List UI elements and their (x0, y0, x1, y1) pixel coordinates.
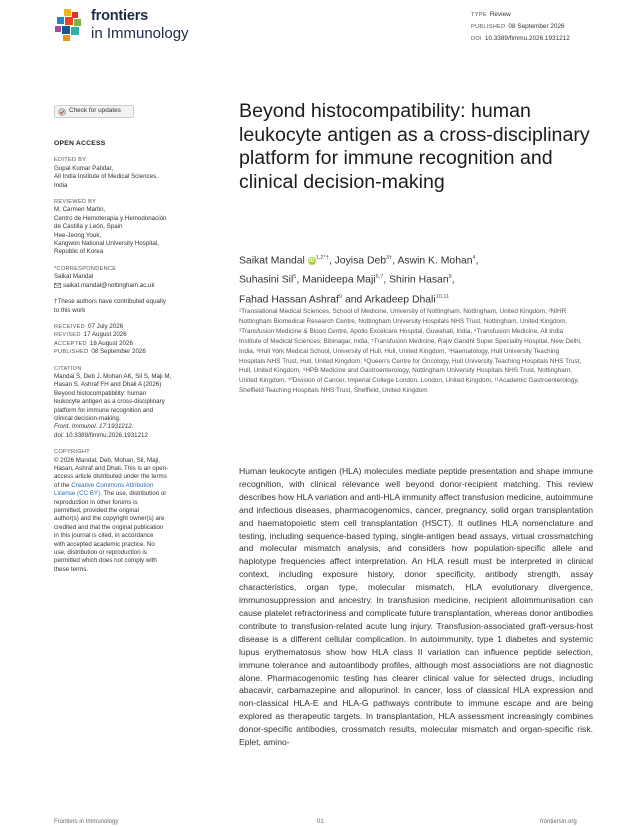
footer-journal: Frontiers in Immunology (54, 819, 119, 825)
date-received: RECEIVED 07 July 2026 (54, 322, 124, 330)
abstract: Human leukocyte antigen (HLA) molecules mediate peptide presentation and shape immune recognition, with clinical relevance well beyond donor-recipient matching. This review describes how HLA variation and anti-HLA immunity affect transfusion medicine, autoimmune and infectious diseases, pharmacogenomics, cancer, pregnancy, solid organ transplantation and haematopoietic stem cell transplantation (HSCT). It outlines HLA nomenclature and testing, including sequence-based typing, single-antigen bead assays, virtual crossmatching and molecular mismatch analysis, and considers how population-specific allele and haplotype frequencies affect interpretation. An HLA result must be interpreted in clinical context, including exposure history, donor specificity, antibody strength, assay characteristics, organ type, molecular mismatch, HLA evolutionary divergence, immunosuppression and ancestry. In transfusion medicine, recipient alloimmunisation can cause platelet refractoriness and complicate future transplantation, whereas donor antibodies contribute to transfusion-related acute lung injury. Transfusion-associated graft-versus-host disease is a different cellular complication. In autoimmunity, type 1 diabetes and systemic lupus erythematosus show how HLA class II variation can influence peptide selection, immune tolerance and autoantibody profiles, although most associations are not diagnostic alone. Pharmacogenomic testing has clearer clinical value for selected drugs, including abacavir, carbamazepine and allopurinol. In cancer, loss of classical HLA expression and non-classical HLA-E and HLA-G pathways contribute to immune escape and are being explored as therapeutic targets. In transplantation, HLA assessment increasingly combines donor-specific antibodies, crossmatch results, molecular mismatch and organ-specific risk. Eplet, amino- (239, 466, 593, 748)
correspondent-name: Saikat Mandal (54, 273, 94, 281)
reviewed-by-heading: REVIEWED BY (54, 199, 97, 206)
author-list: Saikat Mandal $iD^{1,2*\dagger}$, Joyisa Deb$^{3\dagger}$, Aswin K. Mohan$^4$, Suhasini Sil$^5$, Manideepa Maji$^{6,7}$, Shirin Hasan$^8$, Fahad Hassan Ashraf$^9$ and Arkadeep Dhali$^{10,11}$ (239, 255, 479, 306)
check-for-updates-label: Check for updates (69, 107, 121, 115)
equal-contribution-note: †These authors have contributed equally to this work (54, 298, 166, 314)
author-name[interactable]: Joyisa Deb (334, 255, 387, 267)
meta-doi: DOI 10.3389/fimmu.2026.1931212 (471, 35, 570, 42)
check-for-updates-button[interactable] (54, 105, 134, 118)
logo-wordmark: frontiers (91, 8, 149, 24)
author-name[interactable]: Shirin Hasan (389, 274, 449, 286)
author-name[interactable]: Fahad Hassan Ashraf (239, 294, 339, 306)
reviewed-by-text: M. Carmen Martin, Centro de Hemoterapia y Hemodonación de Castilla y León, Spain Hee-Jeong Youk, Kangwon National University Hospital, Republic of Korea (54, 206, 167, 256)
logo-journal-name: in Immunology (91, 25, 189, 42)
edited-by-text: Gopal Kumar Patidar, All India Institute of Medical Sciences, India (54, 164, 158, 189)
citation-doi[interactable]: doi: 10.3389/fimmu.2026.1931212 (54, 431, 148, 439)
citation-heading: CITATION (54, 365, 82, 372)
frontiers-logo-icon[interactable] (54, 8, 88, 42)
update-check-icon (58, 108, 66, 116)
cc-license-link[interactable]: Creative Commons Attribution (71, 481, 154, 489)
sidebar (54, 105, 204, 574)
date-published: PUBLISHED 08 September 2026 (54, 348, 146, 356)
copyright-heading: COPYRIGHT (54, 449, 90, 456)
correspondence-text (54, 273, 204, 290)
open-access-label: OPEN ACCESS (54, 140, 106, 147)
author-name[interactable]: Manideepa Maji (302, 274, 376, 286)
author-name[interactable]: Suhasini Sil (239, 274, 294, 286)
correspondence-email-row (54, 282, 204, 290)
page-number: 01 (317, 819, 324, 825)
correspondence-email-link[interactable]: saikat.mandal@nottingham.ac.uk (63, 281, 155, 289)
author-name[interactable]: Aswin K. Mohan (397, 255, 473, 267)
affiliations: ¹Translational Medical Sciences, School of Medicine, University of Nottingham, Nottingham, United Kingdom, ²NIHR Nottingham Biomedical Research Centre, Nottingham University Hospitals NHS Trust, Nottingham, United Kingdom, ³Transfusion Medicine & Blood Centre, Apollo Excelcare Hospital, Guwahati, India, ⁴Transfusion Medicine, All India Institute of Medical Sciences, Bibinagar, India, ⁵Transfusion Medicine, Rajiv Gandhi Super Speciality Hospital, New Delhi, India, ⁶Hull York Medical School, University of Hull, Hull, United Kingdom, ⁷Haematology, Hull University Teaching Hospitals NHS Trust, Hull, United Kingdom, ⁸Queen's Centre for Oncology, Hull University Teaching Hospitals NHS Trust, Hull, United Kingdom, ⁹HPB Medicine and Gastroenterology, Nottingham University Hospitals NHS Trust, Nottingham, United Kingdom, ¹⁰Division of Cancer, Imperial College London, London, United Kingdom, ¹¹Academic Gastroenterology, Sheffield Teaching Hospitals NHS Trust, Sheffield, United Kingdom (239, 308, 582, 395)
correspondence-heading: *CORRESPONDENCE (54, 265, 117, 272)
date-revised: REVISED 17 August 2026 (54, 331, 127, 339)
author-name[interactable]: Saikat Mandal (239, 255, 305, 267)
article-dates (54, 323, 204, 357)
meta-published: PUBLISHED 08 September 2026 (471, 23, 565, 30)
meta-type: TYPE Review (471, 11, 511, 18)
article-title: Beyond histocompatibility: human leukocyte antigen as a cross-disciplinary platform for immune recognition and clinical decision-making (239, 100, 590, 193)
cc-license-link-cont[interactable]: License (CC BY) (54, 490, 101, 498)
date-accepted: ACCEPTED 18 August 2026 (54, 339, 133, 347)
orcid-icon[interactable]: iD (309, 258, 315, 265)
email-icon (54, 283, 61, 288)
article-meta (471, 9, 570, 45)
footer-site-link[interactable]: frontiersin.org (540, 819, 577, 825)
author-name[interactable]: Arkadeep Dhali (364, 294, 436, 306)
citation-text: Mandal S, Deb J, Mohan AK, Sil S, Maji M, Hasan S, Ashraf FH and Dhali A (2026) Beyond histocompatibility: human leukocyte antigen as a cross-disciplinary platform for immune recognition and clinical decision-making. Front. Immunol. 17:1931212. doi: 10.3389/fimmu.2026.1931212 (54, 373, 204, 440)
edited-by-heading: EDITED BY (54, 157, 87, 164)
copyright-text: © 2026 Mandal, Deb, Mohan, Sil, Maji, Hasan, Ashraf and Dhali. This is an open- access article distributed under the terms of the Creative Commons Attribution License (CC BY). The use, distribution or reproduction in other forums is permitted, provided the original author(s) and the copyright owner(s) are credited and that the original publication in this journal is cited, in accordance with accepted academic practice. No use, distribution or reproduction is permitted which does not comply with these terms. (54, 456, 169, 573)
